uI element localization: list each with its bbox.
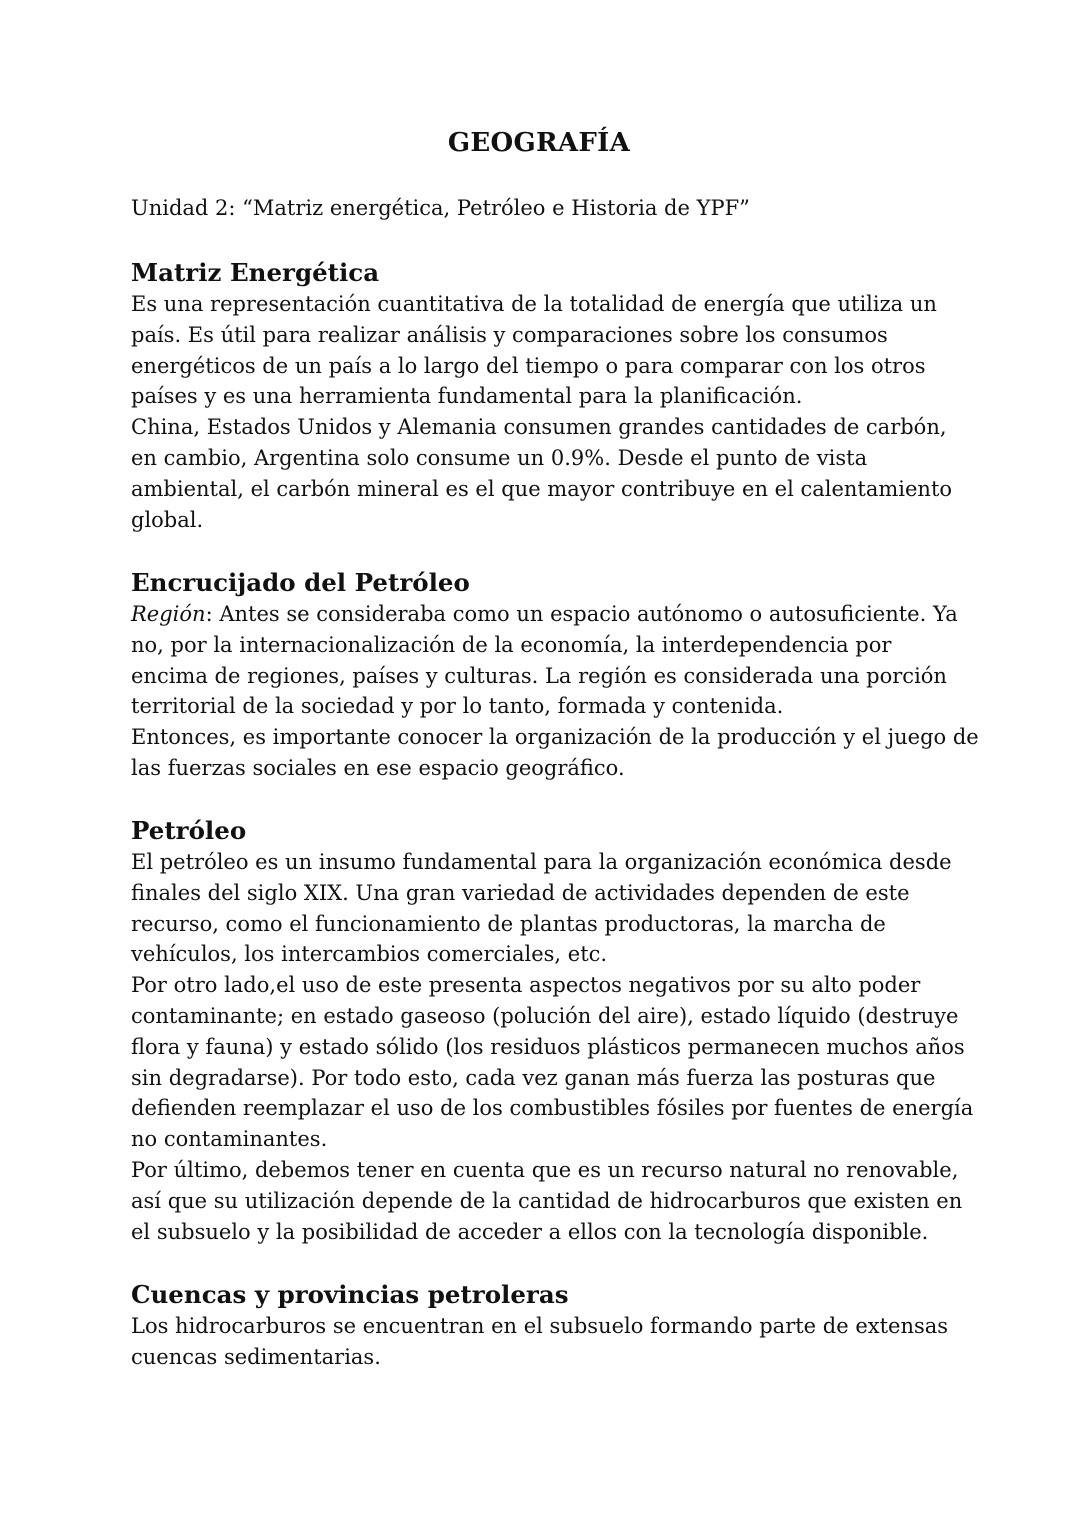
section-heading: Petróleo — [131, 816, 247, 845]
text-line: defienden reemplazar el uso de los combustibles fósiles por fuentes de energía — [131, 1096, 974, 1121]
text-line: territorial de la sociedad y por lo tanto, formada y contenida. — [131, 694, 784, 719]
text-line: países y es una herramienta fundamental para la planificación. — [131, 384, 803, 409]
text-fragment: : Antes se consideraba como un espacio autónomo o autosuficiente. Ya — [205, 602, 958, 626]
text-line: Entonces, es importante conocer la organización de la producción y el juego de — [131, 725, 979, 750]
text-line: encima de regiones, países y culturas. La región es considerada una porción — [131, 663, 947, 688]
section-matriz-energetica — [131, 257, 961, 535]
text-line: energéticos de un país a lo largo del tiempo o para comparar con los otros — [131, 353, 926, 378]
text-line: cuencas sedimentarias. — [131, 1344, 381, 1369]
text-line: El petróleo es un insumo fundamental para la organización económica desde — [131, 850, 952, 874]
text-line: en cambio, Argentina solo consume un 0.9%. Desde el punto de vista — [131, 445, 868, 470]
section-cuencas-y-provincias — [131, 1279, 961, 1373]
section-body — [131, 847, 974, 1247]
text-line: global. — [131, 507, 204, 532]
text-line: finales del siglo XIX. Una gran variedad de actividades dependen de este — [131, 880, 910, 905]
text-line: así que su utilización depende de la cantidad de hidrocarburos que existen en — [131, 1188, 963, 1213]
section-encrucijado-del-petroleo — [131, 567, 979, 784]
text-line: vehículos, los intercambios comerciales, etc. — [131, 942, 608, 967]
section-body — [131, 1311, 961, 1373]
document-title: GEOGRAFÍA — [447, 128, 631, 158]
section-heading: Encrucijado del Petróleo — [131, 568, 470, 597]
text-line: contaminante; en estado gaseoso (polución del aire), estado líquido (destruye — [131, 1003, 959, 1028]
text-line: el subsuelo y la posibilidad de acceder a ellos con la tecnología disponible. — [131, 1219, 929, 1244]
text-line: país. Es útil para realizar análisis y comparaciones sobre los consumos — [131, 322, 888, 347]
text-line: Es una representación cuantitativa de la totalidad de energía que utiliza un — [131, 292, 937, 316]
text-line — [131, 599, 961, 630]
section-body — [131, 599, 979, 784]
text-line: ambiental, el carbón mineral es el que mayor contribuye en el calentamiento — [131, 476, 953, 501]
term-region: Región — [131, 602, 206, 626]
text-line: Por otro lado,el uso de este presenta aspectos negativos por su alto poder — [131, 973, 921, 998]
section-petroleo — [131, 815, 974, 1247]
text-line: flora y fauna) y estado sólido (los residuos plásticos permanecen muchos años — [131, 1034, 965, 1059]
text-line: sin degradarse). Por todo esto, cada vez ganan más fuerza las posturas que — [131, 1065, 936, 1090]
unit-subtitle: Unidad 2: “Matriz energética, Petróleo e Historia de YPF” — [131, 196, 750, 220]
text-line: recurso, como el funcionamiento de plantas productoras, la marcha de — [131, 911, 886, 936]
text-line: Por último, debemos tener en cuenta que es un recurso natural no renovable, — [131, 1157, 959, 1182]
text-line: no, por la internacionalización de la economía, la interdependencia por — [131, 632, 892, 657]
text-line: no contaminantes. — [131, 1127, 328, 1152]
text-line: las fuerzas sociales en ese espacio geográfico. — [131, 755, 625, 780]
section-heading: Matriz Energética — [131, 258, 380, 287]
section-heading: Cuencas y provincias petroleras — [131, 1280, 569, 1309]
section-body — [131, 289, 961, 535]
text-line: Los hidrocarburos se encuentran en el subsuelo formando parte de extensas — [131, 1314, 949, 1338]
text-line: China, Estados Unidos y Alemania consumen grandes cantidades de carbón, — [131, 415, 947, 440]
